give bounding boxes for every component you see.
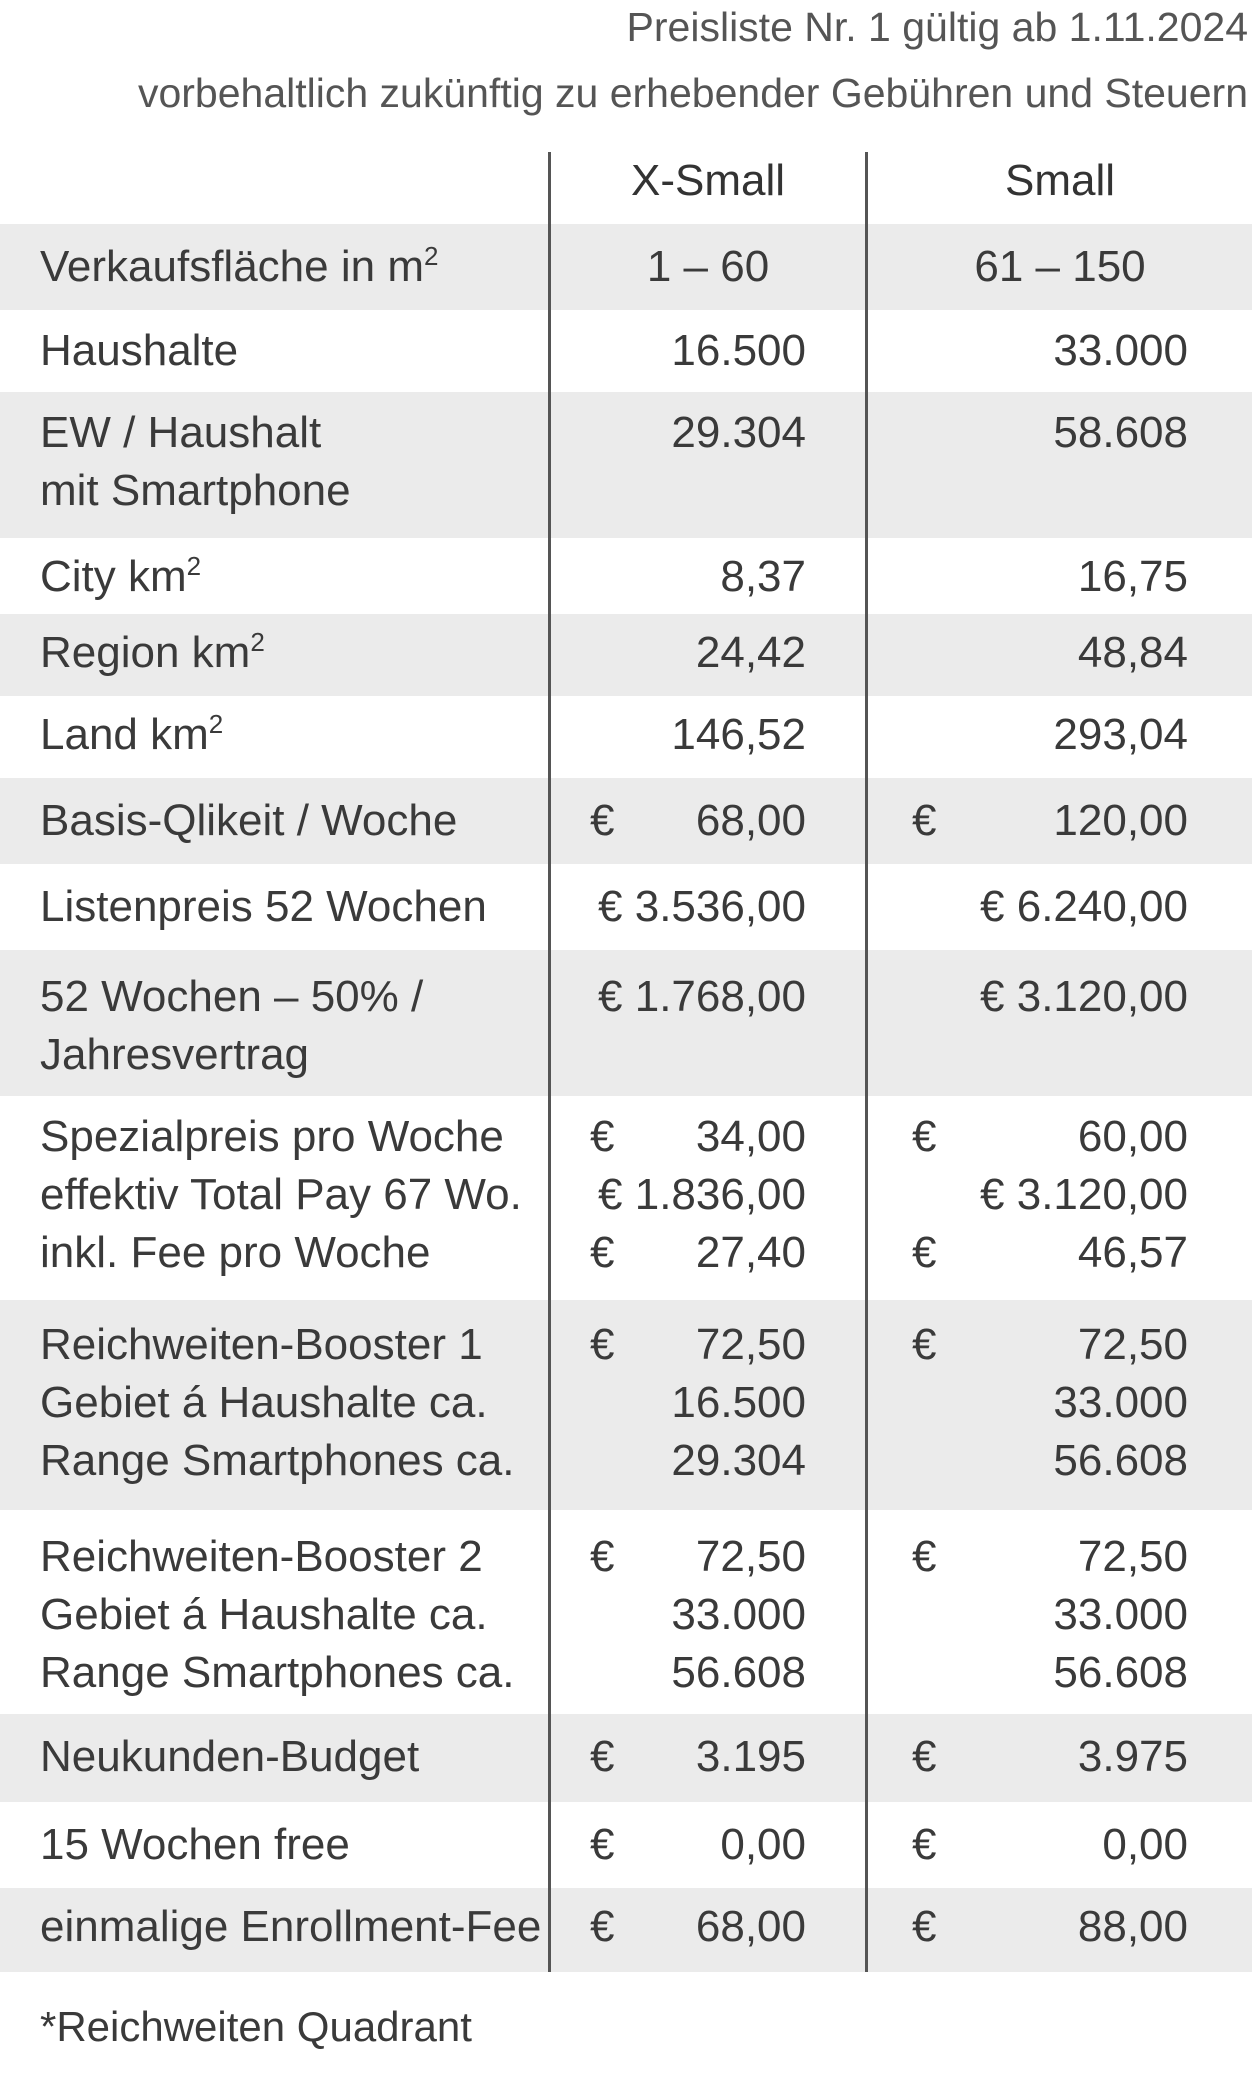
column-header-x-small: X-Small: [630, 156, 786, 205]
row-haushalte: [0, 310, 1252, 392]
row-label-line: Gebiet á Haushalte ca.: [40, 1378, 488, 1427]
euro-sign: €: [912, 1532, 937, 1581]
x-small-value: 16.500: [671, 1378, 806, 1427]
row-city-km2: [0, 538, 1252, 614]
x-small-value: 68,00: [695, 1902, 806, 1951]
row-label: Region km: [40, 628, 251, 677]
x-small-value: 34,00: [695, 1112, 806, 1161]
small-value: 58.608: [1053, 408, 1188, 457]
small-value: 56.608: [1053, 1436, 1188, 1485]
small-value: 293,04: [1053, 710, 1188, 759]
row-label-line: Gebiet á Haushalte ca.: [40, 1590, 488, 1639]
row-label: Verkaufsfläche in m: [40, 242, 424, 291]
row-basis-qlikeit: [0, 778, 1252, 864]
row-label-line: 52 Wochen – 50% /: [40, 972, 424, 1021]
row-label-line: mit Smartphone: [40, 466, 351, 515]
small-value: 120,00: [1053, 796, 1188, 845]
euro-sign: €: [912, 1320, 937, 1369]
x-small-value: 72,50: [695, 1320, 806, 1369]
superscript: 2: [186, 551, 202, 581]
small-value: € 3.120,00: [980, 1170, 1188, 1219]
small-value: 33.000: [1053, 326, 1188, 375]
small-value: 72,50: [1077, 1532, 1188, 1581]
row-label-line: effektiv Total Pay 67 Wo.: [40, 1170, 522, 1219]
euro-sign: €: [590, 1320, 615, 1369]
column-divider: [548, 152, 551, 1972]
euro-sign: €: [590, 1820, 615, 1869]
row-label: Land km: [40, 710, 209, 759]
price-list-subtitle: vorbehaltlich zukünftig zu erhebender Gebühren und Steuern: [137, 70, 1248, 116]
x-small-value: € 3.536,00: [598, 882, 806, 931]
row-label-line: Reichweiten-Booster 1: [40, 1320, 483, 1369]
row-label-line: Range Smartphones ca.: [40, 1648, 515, 1697]
small-value: € 3.120,00: [980, 972, 1188, 1021]
euro-sign: €: [912, 1732, 937, 1781]
small-value: 3.975: [1077, 1732, 1188, 1781]
x-small-value: € 1.836,00: [598, 1170, 806, 1219]
superscript: 2: [250, 627, 265, 657]
row-label-line: Reichweiten-Booster 2: [40, 1532, 483, 1581]
small-value: 88,00: [1077, 1902, 1188, 1951]
row-listenpreis: [0, 864, 1252, 950]
x-small-value: 33.000: [671, 1590, 806, 1639]
row-booster-2: [0, 1510, 1252, 1714]
row-enrollment-fee: [0, 1888, 1252, 1972]
column-divider: [865, 152, 868, 1972]
euro-sign: €: [912, 1228, 937, 1277]
row-jahresvertrag: [0, 950, 1252, 1096]
x-small-value: 56.608: [671, 1648, 806, 1697]
row-15-wochen-free: [0, 1802, 1252, 1888]
row-region-km2: [0, 614, 1252, 696]
row-label-line: inkl. Fee pro Woche: [40, 1228, 431, 1277]
small-value: 48,84: [1077, 628, 1188, 677]
column-header-small: Small: [1004, 156, 1116, 205]
x-small-value: 146,52: [671, 710, 806, 759]
row-verkaufsflaeche: [0, 224, 1252, 310]
row-label: Basis-Qlikeit / Woche: [40, 796, 458, 845]
small-value: 60,00: [1077, 1112, 1188, 1161]
row-label-line: Spezialpreis pro Woche: [40, 1112, 504, 1161]
row-label: Neukunden-Budget: [40, 1732, 420, 1781]
small-value: 33.000: [1053, 1378, 1188, 1427]
x-small-value: 3.195: [695, 1732, 806, 1781]
row-label: Haushalte: [40, 326, 239, 375]
superscript: 2: [208, 709, 224, 739]
small-value: 16,75: [1077, 552, 1188, 601]
euro-sign: €: [590, 796, 615, 845]
x-small-value: 29.304: [671, 408, 806, 457]
row-land-km2: [0, 696, 1252, 778]
x-small-value: 68,00: [695, 796, 806, 845]
small-value: 72,50: [1077, 1320, 1188, 1369]
small-value: € 6.240,00: [980, 882, 1188, 931]
x-small-value: € 1.768,00: [598, 972, 806, 1021]
euro-sign: €: [590, 1112, 615, 1161]
x-small-value: 1 – 60: [646, 242, 770, 291]
row-neukunden-budget: [0, 1714, 1252, 1802]
row-label: Listenpreis 52 Wochen: [40, 882, 487, 931]
euro-sign: €: [590, 1532, 615, 1581]
x-small-value: 29.304: [671, 1436, 806, 1485]
row-label: 15 Wochen free: [40, 1820, 350, 1869]
row-ew-haushalt: [0, 392, 1252, 538]
x-small-value: 8,37: [720, 552, 806, 601]
small-value: 56.608: [1053, 1648, 1188, 1697]
small-value: 61 – 150: [974, 242, 1146, 291]
row-label-line: EW / Haushalt: [40, 408, 322, 457]
small-value: 33.000: [1053, 1590, 1188, 1639]
row-booster-1: [0, 1300, 1252, 1510]
x-small-value: 0,00: [720, 1820, 806, 1869]
footnote: *Reichweiten Quadrant: [40, 2003, 472, 2050]
euro-sign: €: [912, 1820, 937, 1869]
euro-sign: €: [912, 1112, 937, 1161]
superscript: 2: [423, 241, 439, 271]
row-label-line: Range Smartphones ca.: [40, 1436, 515, 1485]
euro-sign: €: [912, 796, 937, 845]
euro-sign: €: [912, 1902, 937, 1951]
euro-sign: €: [590, 1732, 615, 1781]
euro-sign: €: [590, 1228, 615, 1277]
x-small-value: 16.500: [671, 326, 806, 375]
row-label-line: Jahresvertrag: [40, 1030, 310, 1079]
price-list-title: Preisliste Nr. 1 gültig ab 1.11.2024: [626, 4, 1248, 50]
x-small-value: 24,42: [695, 628, 806, 677]
x-small-value: 72,50: [695, 1532, 806, 1581]
small-value: 0,00: [1102, 1820, 1188, 1869]
row-label: City km: [40, 552, 187, 601]
row-spezialpreis: [0, 1096, 1252, 1300]
row-label: einmalige Enrollment-Fee: [40, 1902, 542, 1951]
x-small-value: 27,40: [695, 1228, 806, 1277]
euro-sign: €: [590, 1902, 615, 1951]
small-value: 46,57: [1077, 1228, 1188, 1277]
